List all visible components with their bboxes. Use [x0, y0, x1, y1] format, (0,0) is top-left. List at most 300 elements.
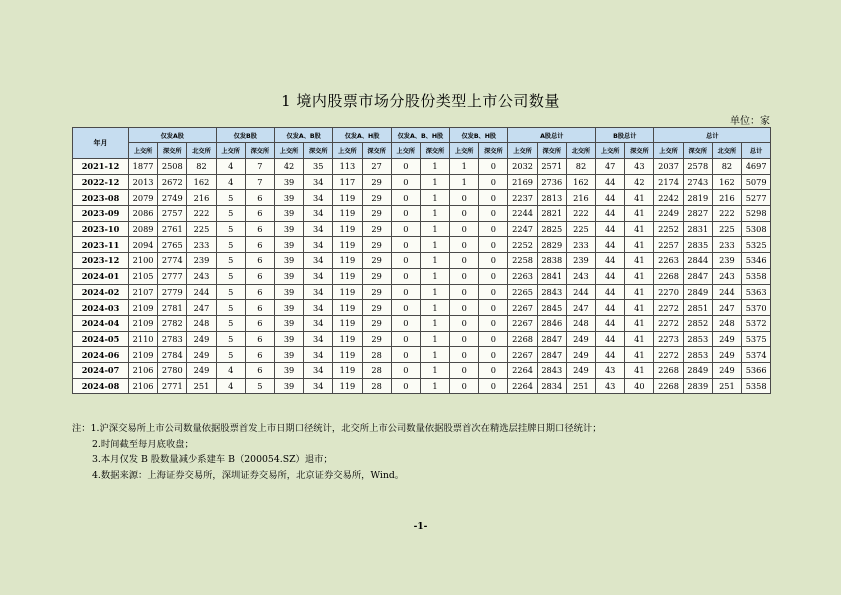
table-cell: 0 — [479, 315, 508, 331]
table-cell: 44 — [596, 221, 625, 237]
table-cell: 2267 — [508, 300, 537, 316]
table-cell: 162 — [566, 174, 595, 190]
notes — [72, 421, 602, 483]
table-cell: 5358 — [742, 378, 771, 394]
table-cell: 4 — [216, 174, 245, 190]
table-cell: 2852 — [683, 315, 712, 331]
table-cell: 249 — [566, 347, 595, 363]
table-cell: 34 — [304, 362, 333, 378]
table-cell: 2783 — [158, 331, 187, 347]
table-cell: 249 — [566, 331, 595, 347]
table-cell: 2781 — [158, 300, 187, 316]
table-cell: 2032 — [508, 159, 537, 175]
table-cell: 2268 — [508, 331, 537, 347]
table-cell: 34 — [304, 253, 333, 269]
table-cell: 5346 — [742, 253, 771, 269]
table-cell: 29 — [362, 315, 391, 331]
sub-header-sz: 深交所 — [625, 143, 654, 159]
table-cell: 39 — [274, 268, 303, 284]
table-cell: 1 — [420, 221, 449, 237]
table-cell: 34 — [304, 206, 333, 222]
page-number: -1- — [413, 522, 428, 532]
note-text: 1.沪深交易所上市公司数量依据股票首发上市日期口径统计，北交所上市公司数量依据股票首次在精选层挂牌日期口径统计； — [90, 423, 602, 434]
table-cell: 41 — [625, 206, 654, 222]
table-body — [73, 159, 771, 394]
sub-header-sh: 上交所 — [333, 143, 362, 159]
group-header: 仅发B股 — [216, 128, 274, 143]
table-cell: 2849 — [683, 284, 712, 300]
table-cell: 47 — [596, 159, 625, 175]
table-cell: 0 — [391, 284, 420, 300]
table-cell: 6 — [245, 315, 274, 331]
table-cell: 35 — [304, 159, 333, 175]
table-cell: 1 — [420, 378, 449, 394]
table-cell: 2847 — [537, 347, 566, 363]
table-cell: 0 — [450, 206, 479, 222]
table-cell: 34 — [304, 315, 333, 331]
table-cell: 0 — [391, 221, 420, 237]
table-cell: 0 — [391, 159, 420, 175]
table-cell: 2089 — [129, 221, 158, 237]
table-cell: 2109 — [129, 300, 158, 316]
table-cell: 1 — [420, 253, 449, 269]
table-cell: 2757 — [158, 206, 187, 222]
group-header: A股总计 — [508, 128, 596, 143]
table-cell: 43 — [625, 159, 654, 175]
table-cell: 222 — [187, 206, 216, 222]
table-cell: 40 — [625, 378, 654, 394]
table-cell: 2765 — [158, 237, 187, 253]
table-cell: 29 — [362, 300, 391, 316]
table-cell: 5308 — [742, 221, 771, 237]
table-cell: 2774 — [158, 253, 187, 269]
table-cell: 1 — [420, 300, 449, 316]
table-cell: 5 — [216, 221, 245, 237]
table-cell: 5 — [216, 237, 245, 253]
table-cell: 1 — [420, 159, 449, 175]
table-cell: 119 — [333, 362, 362, 378]
table-cell: 2843 — [537, 284, 566, 300]
table-cell: 2571 — [537, 159, 566, 175]
table-cell: 2265 — [508, 284, 537, 300]
table-cell: 2264 — [508, 378, 537, 394]
group-header: 总计 — [654, 128, 771, 143]
table-cell: 2268 — [654, 362, 683, 378]
sub-header-bj: 北交所 — [187, 143, 216, 159]
table-cell: 2252 — [508, 237, 537, 253]
table-cell: 0 — [450, 331, 479, 347]
table-cell: 5374 — [742, 347, 771, 363]
table-cell: 39 — [274, 315, 303, 331]
table-row — [73, 315, 771, 331]
table-cell: 2825 — [537, 221, 566, 237]
table-cell: 39 — [274, 253, 303, 269]
table-cell: 244 — [187, 284, 216, 300]
note-item: 4.数据来源：上海证券交易所，深圳证券交易所，北京证券交易所，Wind。 — [92, 469, 405, 481]
table-cell: 249 — [712, 347, 741, 363]
table-cell: 2094 — [129, 237, 158, 253]
table-cell: 2272 — [654, 347, 683, 363]
table-cell: 2829 — [537, 237, 566, 253]
table-cell: 4 — [216, 159, 245, 175]
table-cell: 249 — [566, 362, 595, 378]
table-cell: 6 — [245, 300, 274, 316]
table-cell: 0 — [479, 300, 508, 316]
table-cell: 5 — [216, 190, 245, 206]
table-cell: 6 — [245, 362, 274, 378]
table-cell: 2086 — [129, 206, 158, 222]
sub-header-sh: 上交所 — [216, 143, 245, 159]
table-cell: 0 — [450, 237, 479, 253]
table-cell: 0 — [450, 300, 479, 316]
table-cell: 2267 — [508, 347, 537, 363]
table-row — [73, 300, 771, 316]
table-cell: 0 — [479, 331, 508, 347]
table-cell: 5375 — [742, 331, 771, 347]
table-cell: 119 — [333, 347, 362, 363]
table-cell: 2100 — [129, 253, 158, 269]
table-cell: 0 — [391, 331, 420, 347]
table-cell: 6 — [245, 284, 274, 300]
row-month: 2024-05 — [73, 331, 129, 347]
table-cell: 0 — [391, 347, 420, 363]
table-cell: 29 — [362, 253, 391, 269]
table-cell: 243 — [566, 268, 595, 284]
table-cell: 5 — [216, 315, 245, 331]
table-cell: 2838 — [537, 253, 566, 269]
sub-header-sh: 上交所 — [129, 143, 158, 159]
table-row — [73, 362, 771, 378]
table-cell: 0 — [450, 221, 479, 237]
table-cell: 44 — [596, 190, 625, 206]
table-cell: 82 — [712, 159, 741, 175]
group-header: 仅发B、H股 — [450, 128, 508, 143]
sub-header-total: 总计 — [742, 143, 771, 159]
table-cell: 5370 — [742, 300, 771, 316]
table-cell: 117 — [333, 174, 362, 190]
table-cell: 119 — [333, 331, 362, 347]
table-cell: 0 — [391, 174, 420, 190]
table-cell: 2813 — [537, 190, 566, 206]
table-cell: 0 — [450, 315, 479, 331]
table-cell: 34 — [304, 347, 333, 363]
table-cell: 5 — [216, 300, 245, 316]
table-cell: 0 — [479, 362, 508, 378]
table-cell: 34 — [304, 378, 333, 394]
table-cell: 2263 — [654, 253, 683, 269]
page-title: 1 境内股票市场分股份类型上市公司数量 — [281, 92, 560, 110]
table-cell: 2843 — [537, 362, 566, 378]
table-row — [73, 237, 771, 253]
sub-header-sh: 上交所 — [508, 143, 537, 159]
table-cell: 2508 — [158, 159, 187, 175]
table-cell: 216 — [187, 190, 216, 206]
table-cell: 0 — [450, 253, 479, 269]
table-cell: 5325 — [742, 237, 771, 253]
table-cell: 2252 — [654, 221, 683, 237]
table-cell: 0 — [450, 190, 479, 206]
table-cell: 113 — [333, 159, 362, 175]
table-cell: 5366 — [742, 362, 771, 378]
table-cell: 2578 — [683, 159, 712, 175]
table-cell: 1 — [450, 159, 479, 175]
table-cell: 39 — [274, 362, 303, 378]
table-cell: 239 — [566, 253, 595, 269]
table-cell: 119 — [333, 268, 362, 284]
table-cell: 34 — [304, 331, 333, 347]
table-cell: 44 — [596, 237, 625, 253]
table-cell: 41 — [625, 300, 654, 316]
table-cell: 5372 — [742, 315, 771, 331]
row-month: 2024-06 — [73, 347, 129, 363]
table-cell: 0 — [391, 237, 420, 253]
note-item — [72, 421, 602, 437]
table-row — [73, 284, 771, 300]
table-cell: 5 — [216, 253, 245, 269]
table-cell: 1 — [420, 190, 449, 206]
table-cell: 1877 — [129, 159, 158, 175]
row-month: 2023-09 — [73, 206, 129, 222]
table-cell: 119 — [333, 300, 362, 316]
row-month: 2023-10 — [73, 221, 129, 237]
notes-lead: 注： — [72, 423, 91, 434]
table-cell: 2264 — [508, 362, 537, 378]
table-cell: 2779 — [158, 284, 187, 300]
table-cell: 225 — [566, 221, 595, 237]
table-cell: 0 — [391, 300, 420, 316]
table-cell: 222 — [566, 206, 595, 222]
table-cell: 34 — [304, 237, 333, 253]
table-cell: 2844 — [683, 253, 712, 269]
table-cell: 1 — [420, 315, 449, 331]
table-cell: 2267 — [508, 315, 537, 331]
sub-header-sz: 深交所 — [362, 143, 391, 159]
table-cell: 2846 — [537, 315, 566, 331]
table-cell: 4697 — [742, 159, 771, 175]
table-cell: 0 — [391, 378, 420, 394]
table-cell: 248 — [566, 315, 595, 331]
table-row — [73, 206, 771, 222]
table-row — [73, 378, 771, 394]
table-cell: 39 — [274, 284, 303, 300]
table-cell: 44 — [596, 174, 625, 190]
table-cell: 39 — [274, 206, 303, 222]
table-cell: 2853 — [683, 347, 712, 363]
sub-header-sh: 上交所 — [391, 143, 420, 159]
group-header: 仅发A、B股 — [274, 128, 332, 143]
table-cell: 2107 — [129, 284, 158, 300]
table-cell: 216 — [712, 190, 741, 206]
table-cell: 2106 — [129, 378, 158, 394]
row-month: 2023-11 — [73, 237, 129, 253]
listed-companies-table — [72, 127, 771, 394]
table-cell: 5 — [216, 331, 245, 347]
row-month: 2023-08 — [73, 190, 129, 206]
table-cell: 249 — [712, 331, 741, 347]
table-cell: 249 — [712, 362, 741, 378]
unit-label: 单位：家 — [730, 116, 770, 127]
table-cell: 0 — [450, 268, 479, 284]
table-cell: 27 — [362, 159, 391, 175]
table-cell: 0 — [450, 378, 479, 394]
table-cell: 2847 — [683, 268, 712, 284]
table-cell: 41 — [625, 315, 654, 331]
table-cell: 251 — [712, 378, 741, 394]
table-cell: 4 — [216, 362, 245, 378]
table-cell: 4 — [216, 378, 245, 394]
table-cell: 2268 — [654, 268, 683, 284]
table-cell: 119 — [333, 253, 362, 269]
table-cell: 29 — [362, 221, 391, 237]
table-cell: 233 — [712, 237, 741, 253]
table-cell: 5 — [216, 284, 245, 300]
table-cell: 2242 — [654, 190, 683, 206]
table-cell: 2037 — [654, 159, 683, 175]
table-cell: 0 — [479, 284, 508, 300]
table-cell: 41 — [625, 268, 654, 284]
table-cell: 2819 — [683, 190, 712, 206]
table-cell: 41 — [625, 190, 654, 206]
table-cell: 2106 — [129, 362, 158, 378]
table-cell: 0 — [450, 347, 479, 363]
table-cell: 2237 — [508, 190, 537, 206]
table-cell: 2784 — [158, 347, 187, 363]
sub-header-sz: 深交所 — [683, 143, 712, 159]
note-item: 3.本月仅发 B 股数量减少系建车 B（200054.SZ）退市； — [92, 454, 333, 465]
row-month: 2021-12 — [73, 159, 129, 175]
table-cell: 233 — [187, 237, 216, 253]
table-cell: 5079 — [742, 174, 771, 190]
table-cell: 1 — [420, 362, 449, 378]
table-cell: 2272 — [654, 315, 683, 331]
table-cell: 5 — [216, 268, 245, 284]
table-row — [73, 347, 771, 363]
table-cell: 2831 — [683, 221, 712, 237]
table-cell: 2270 — [654, 284, 683, 300]
table-cell: 244 — [712, 284, 741, 300]
table-cell: 6 — [245, 331, 274, 347]
table-cell: 222 — [712, 206, 741, 222]
table-cell: 34 — [304, 221, 333, 237]
table-cell: 42 — [274, 159, 303, 175]
table-cell: 2244 — [508, 206, 537, 222]
table-cell: 43 — [596, 362, 625, 378]
row-month: 2024-04 — [73, 315, 129, 331]
table-cell: 0 — [479, 206, 508, 222]
table-cell: 29 — [362, 237, 391, 253]
table-cell: 2169 — [508, 174, 537, 190]
table-cell: 82 — [566, 159, 595, 175]
sub-header-sz: 深交所 — [245, 143, 274, 159]
table-cell: 2672 — [158, 174, 187, 190]
table-cell: 2743 — [683, 174, 712, 190]
table-cell: 1 — [420, 268, 449, 284]
table-cell: 2247 — [508, 221, 537, 237]
table-row — [73, 159, 771, 175]
sub-header-sz: 深交所 — [479, 143, 508, 159]
table-cell: 1 — [420, 347, 449, 363]
table-cell: 216 — [566, 190, 595, 206]
table-cell: 2771 — [158, 378, 187, 394]
sub-header-sh: 上交所 — [596, 143, 625, 159]
table-cell: 0 — [479, 253, 508, 269]
table-cell: 29 — [362, 331, 391, 347]
table-cell: 6 — [245, 253, 274, 269]
table-cell: 119 — [333, 378, 362, 394]
table-cell: 0 — [479, 237, 508, 253]
row-month: 2024-08 — [73, 378, 129, 394]
table-cell: 119 — [333, 237, 362, 253]
table-group-header — [73, 128, 771, 143]
table-cell: 39 — [274, 237, 303, 253]
table-cell: 2849 — [683, 362, 712, 378]
table-cell: 225 — [187, 221, 216, 237]
table-cell: 5363 — [742, 284, 771, 300]
table-cell: 119 — [333, 221, 362, 237]
table-cell: 29 — [362, 268, 391, 284]
table-cell: 39 — [274, 221, 303, 237]
sub-header-sz: 深交所 — [304, 143, 333, 159]
table-cell: 2841 — [537, 268, 566, 284]
table-cell: 2847 — [537, 331, 566, 347]
table-cell: 43 — [596, 378, 625, 394]
table-cell: 162 — [187, 174, 216, 190]
table-cell: 39 — [274, 174, 303, 190]
table-cell: 34 — [304, 284, 333, 300]
table-cell: 2110 — [129, 331, 158, 347]
table-cell: 2736 — [537, 174, 566, 190]
table-cell: 249 — [187, 362, 216, 378]
table-cell: 42 — [625, 174, 654, 190]
table-cell: 5298 — [742, 206, 771, 222]
table-cell: 2258 — [508, 253, 537, 269]
table-cell: 0 — [450, 362, 479, 378]
table-cell: 2782 — [158, 315, 187, 331]
table-cell: 2834 — [537, 378, 566, 394]
table-cell: 41 — [625, 331, 654, 347]
table-row — [73, 174, 771, 190]
table-cell: 29 — [362, 190, 391, 206]
table-cell: 82 — [187, 159, 216, 175]
table-cell: 251 — [566, 378, 595, 394]
table-cell: 0 — [479, 268, 508, 284]
table-cell: 6 — [245, 268, 274, 284]
table-cell: 0 — [391, 253, 420, 269]
row-month: 2024-07 — [73, 362, 129, 378]
table-cell: 34 — [304, 190, 333, 206]
row-month: 2022-12 — [73, 174, 129, 190]
table-cell: 119 — [333, 315, 362, 331]
table-cell: 6 — [245, 206, 274, 222]
sub-header-bj: 北交所 — [566, 143, 595, 159]
table-cell: 5277 — [742, 190, 771, 206]
sub-header-sh: 上交所 — [274, 143, 303, 159]
table-cell: 39 — [274, 190, 303, 206]
table-cell: 0 — [391, 190, 420, 206]
table-cell: 29 — [362, 284, 391, 300]
group-header: 仅发A、H股 — [333, 128, 391, 143]
table-cell: 2013 — [129, 174, 158, 190]
table-cell: 34 — [304, 300, 333, 316]
table-cell: 0 — [479, 159, 508, 175]
table-cell: 2109 — [129, 347, 158, 363]
table-cell: 41 — [625, 284, 654, 300]
table-cell: 2273 — [654, 331, 683, 347]
table-cell: 29 — [362, 174, 391, 190]
table-cell: 239 — [712, 253, 741, 269]
table-cell: 0 — [479, 378, 508, 394]
row-month: 2024-01 — [73, 268, 129, 284]
